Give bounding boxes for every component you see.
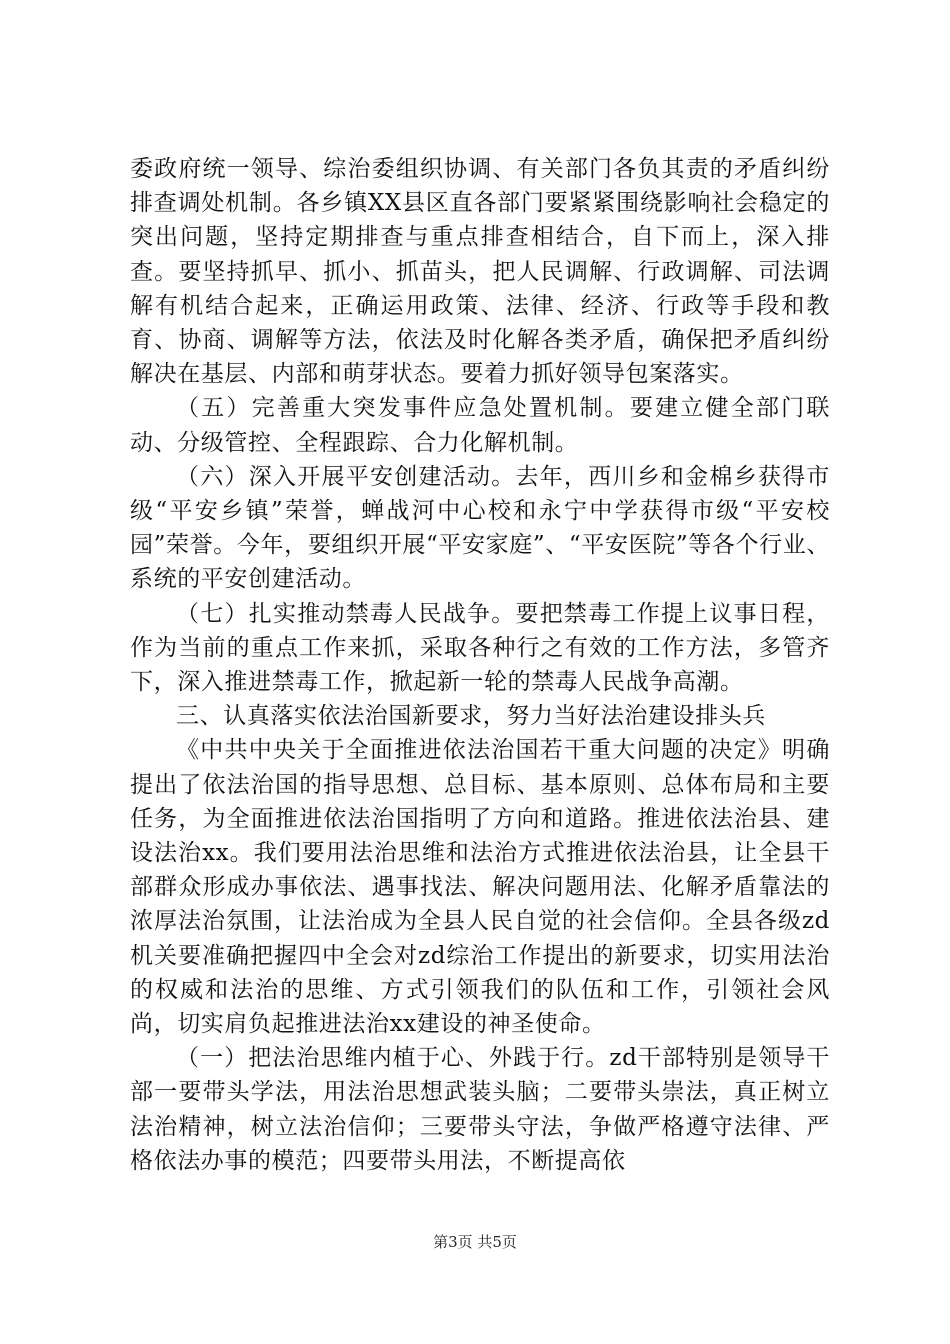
document-body <box>130 152 830 1178</box>
paragraph-2: （五）完善重大突发事件应急处置机制。要建立健全部门联动、分级管控、全程跟踪、合力化解机制。 <box>130 395 830 456</box>
paragraph-4: （七）扎实推动禁毒人民战争。要把禁毒工作提上议事日程，作为当前的重点工作来抓，采取各种行之有效的工作方法，多管齐下，深入推进禁毒工作，掀起新一轮的禁毒人民战争高潮。 <box>130 600 830 696</box>
paragraph-3: （六）深入开展平安创建活动。去年，西川乡和金棉乡获得市级“平安乡镇”荣誉，蝉战河中心校和永宁中学获得市级“平安校园”荣誉。今年，要组织开展“平安家庭”、“平安医院”等各个行业、系统的平安创建活动。 <box>130 463 830 593</box>
paragraph-1: 委政府统一领导、综治委组织协调、有关部门各负其责的矛盾纠纷排查调处机制。各乡镇XX县区直各部门要紧紧围绕影响社会稳定的突出问题，坚持定期排查与重点排查相结合，自下而上，深入排查。要坚持抓早、抓小、抓苗头，把人民调解、行政调解、司法调解有机结合起来，正确运用政策、法律、经济、行政等手段和教育、协商、调解等方法，依法及时化解各类矛盾，确保把矛盾纠纷解决在基层、内部和萌芽状态。要着力抓好领导包案落实。 <box>130 156 830 388</box>
paragraph-5: 《中共中央关于全面推进依法治国若干重大问题的决定》明确提出了依法治国的指导思想、总目标、基本原则、总体布局和主要任务，为全面推进依法治国指明了方向和道路。推进依法治县、建设法治xx。我们要用法治思维和法治方式推进依法治县，让全县干部群众形成办事依法、遇事找法、解决问题用法、化解矛盾靠法的浓厚法治氛围，让法治成为全县人民自觉的社会信仰。全县各级zd机关要准确把握四中全会对zd综治工作提出的新要求，切实用法治的权威和法治的思维、方式引领我们的队伍和工作，引领社会风尚，切实肩负起推进法治xx建设的神圣使命。 <box>130 737 830 1038</box>
paragraph-6: （一）把法治思维内植于心、外践于行。zd干部特别是领导干部一要带头学法，用法治思想武装头脑；二要带头崇法，真正树立法治精神，树立法治信仰；三要带头守法，争做严格遵守法律、严格依法办事的模范；四要带头用法，不断提高依 <box>130 1045 830 1174</box>
page-footer: 第3页 共5页 <box>433 1233 517 1251</box>
section-heading: 三、认真落实依法治国新要求，努力当好法治建设排头兵 <box>176 703 766 730</box>
